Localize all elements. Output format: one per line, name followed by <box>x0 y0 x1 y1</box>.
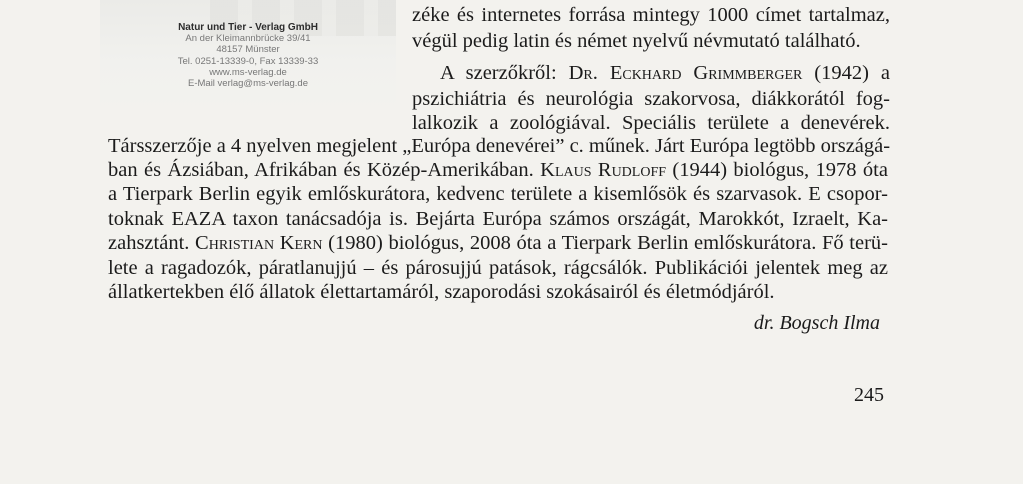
publisher-address <box>100 22 396 89</box>
text-line: pszichiátria és neurológia szakorvosa, diákkorától fog- <box>412 88 890 110</box>
text-fragment: (1944) biológus, 1978 óta <box>666 159 888 181</box>
publisher-web: www.ms-verlag.de <box>209 66 287 78</box>
text-line: végül pedig latin és német nyelvű névmutató található. <box>412 30 861 52</box>
page-number: 245 <box>854 384 884 406</box>
authors-label: A szerzőkről: <box>440 62 569 84</box>
text-line: Társszerzője a 4 nyelven megjelent „Európa denevérei” c. műnek. Járt Európa legtöbb országá- <box>108 135 891 157</box>
publisher-name: Natur und Tier - Verlag GmbH <box>178 22 318 33</box>
text-line: zéke és internetes forrása mintegy 1000 címet tartalmaz, <box>412 4 890 26</box>
text-fragment: (1980) biológus, 2008 óta a Tierpark Berlin emlőskurátora. Fő terü- <box>322 232 889 254</box>
publisher-info-box <box>100 0 396 112</box>
text-line <box>108 157 888 183</box>
review-signature: dr. Bogsch Ilma <box>753 312 880 334</box>
author-name-rudloff: Klaus Rudloff <box>540 159 667 181</box>
text-line: a Tierpark Berlin egyik emlőskurátora, kedvenc területe a kisemlősök és szarvasok. E csopor- <box>108 183 888 205</box>
text-line: toknak EAZA taxon tanácsadója is. Bejárta Európa számos országát, Marokkót, Izraelt, Ka- <box>108 208 888 230</box>
author-name-grimmberger: Dr. Eckhard Grimmberger <box>568 62 803 84</box>
text-line <box>108 230 888 256</box>
text-fragment: zahsztánt. <box>108 232 196 254</box>
text-line-authors-intro <box>440 60 890 86</box>
publisher-email: E-Mail verlag@ms-verlag.de <box>188 78 308 90</box>
text-line: lalkozik a zoológiával. Speciális területe a denevérek. <box>412 112 890 134</box>
text-line: állatkertekben élő állatok élettartamáról, szaporodási szokásairól és életmódjáról. <box>108 281 775 303</box>
publisher-street: An der Kleimannbrücke 39/41 <box>185 33 311 45</box>
text-line: lete a ragadozók, páratlanujjú – és párosujjú patások, rágcsálók. Publikációi jelentek meg az <box>108 257 888 279</box>
author-name-kern: Christian Kern <box>195 232 323 254</box>
publisher-city: 48157 Münster <box>216 44 280 56</box>
publisher-phone: Tel. 0251-13339-0, Fax 13339-33 <box>177 55 319 67</box>
text-fragment: (1942) a <box>802 62 890 84</box>
text-fragment: ban és Ázsiában, Afrikában és Közép-Amerikában. <box>108 159 541 181</box>
